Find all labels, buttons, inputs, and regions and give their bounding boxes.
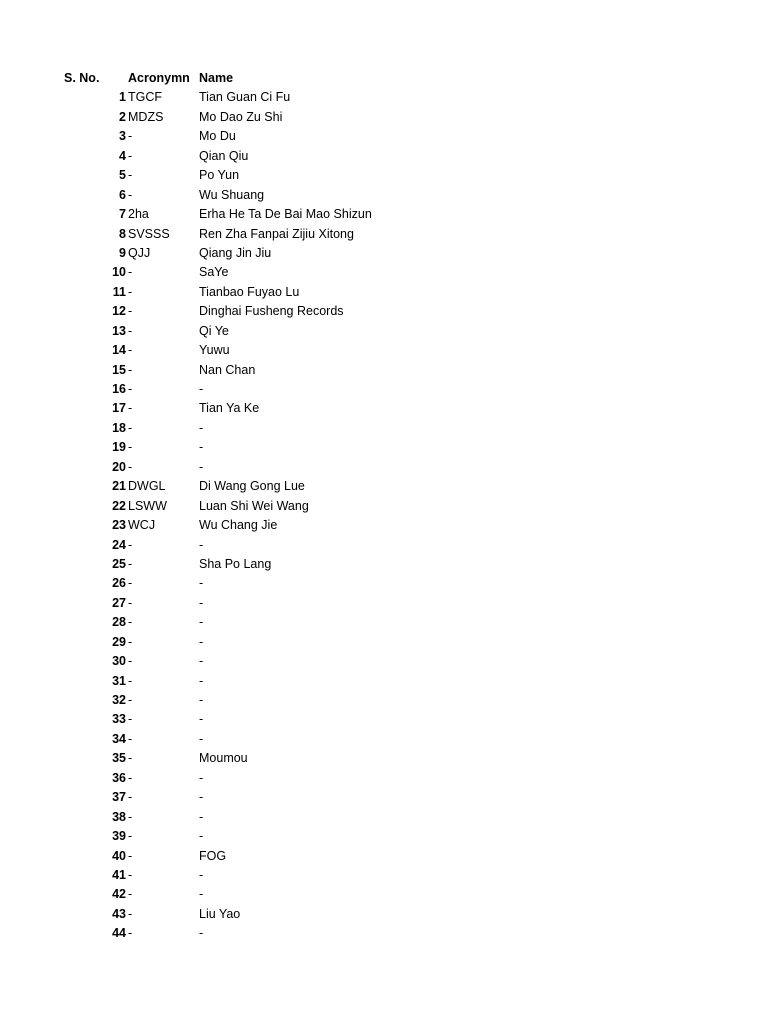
table-row xyxy=(0,322,768,341)
acronym-cell: - xyxy=(128,362,133,377)
name-cell: - xyxy=(199,382,204,396)
sno-cell: 38 xyxy=(112,809,126,824)
table-row xyxy=(0,244,768,263)
acronym-cell: - xyxy=(128,556,133,571)
sno-cell: 14 xyxy=(112,343,126,358)
acronym-cell: - xyxy=(128,187,133,202)
sno-cell: 23 xyxy=(112,518,126,533)
sno-cell: 26 xyxy=(112,576,126,591)
table-row xyxy=(0,574,768,593)
table-row xyxy=(0,788,768,807)
sno-cell: 17 xyxy=(112,401,126,416)
sno-cell: 5 xyxy=(119,168,126,183)
acronym-cell: - xyxy=(128,576,133,591)
sno-cell: 44 xyxy=(112,926,126,941)
table-row xyxy=(0,438,768,457)
acronym-cell: LSWW xyxy=(128,498,167,513)
acronym-cell: - xyxy=(128,265,133,280)
acronym-cell: - xyxy=(128,168,133,183)
acronym-cell: - xyxy=(128,654,133,669)
acronym-cell: - xyxy=(128,770,133,785)
table-row xyxy=(0,808,768,827)
sno-cell: 8 xyxy=(119,226,126,241)
sno-cell: 25 xyxy=(112,556,126,571)
table-row xyxy=(0,458,768,477)
name-cell: Qian Qiu xyxy=(199,148,249,163)
sno-cell: 39 xyxy=(112,829,126,844)
acronym-cell: - xyxy=(128,304,133,319)
table-row xyxy=(0,477,768,496)
name-cell: Liu Yao xyxy=(199,906,241,921)
acronym-cell: - xyxy=(128,790,133,805)
acronym-cell: - xyxy=(128,848,133,863)
sno-cell: 33 xyxy=(112,712,126,727)
acronym-cell: - xyxy=(128,284,133,299)
table-row xyxy=(0,652,768,671)
sno-cell: 35 xyxy=(112,751,126,766)
name-cell: Erha He Ta De Bai Mao Shizun xyxy=(199,207,372,222)
table-row xyxy=(0,399,768,418)
table-row xyxy=(0,497,768,516)
acronym-cell: TGCF xyxy=(128,90,163,105)
sno-cell: 19 xyxy=(112,440,126,455)
name-cell: - xyxy=(199,654,204,669)
table-row xyxy=(0,166,768,185)
header-acronym: Acronymn xyxy=(128,71,190,85)
acronym-cell: SVSSS xyxy=(128,226,170,241)
table-row xyxy=(0,380,768,399)
acronym-cell: - xyxy=(128,615,133,630)
name-cell: Qi Ye xyxy=(199,323,229,338)
name-cell: - xyxy=(199,595,204,610)
name-cell: - xyxy=(199,420,204,435)
table-row xyxy=(0,691,768,710)
sno-cell: 7 xyxy=(119,207,126,222)
name-cell: - xyxy=(199,809,204,824)
name-cell: Po Yun xyxy=(199,168,240,183)
acronym-cell: - xyxy=(128,926,133,941)
name-cell: Dinghai Fusheng Records xyxy=(199,304,344,319)
name-cell: - xyxy=(199,887,204,902)
acronym-cell: - xyxy=(128,906,133,921)
acronym-cell: - xyxy=(128,693,133,707)
sno-cell: 12 xyxy=(112,304,126,319)
acronym-cell: - xyxy=(128,712,133,727)
name-cell: - xyxy=(199,693,204,707)
sno-cell: 43 xyxy=(112,906,126,921)
sno-cell: 24 xyxy=(112,537,126,552)
table-row xyxy=(0,905,768,924)
name-cell: Luan Shi Wei Wang xyxy=(199,498,309,513)
table-row xyxy=(0,847,768,866)
table-row xyxy=(0,302,768,321)
sno-cell: 29 xyxy=(112,634,126,649)
acronym-cell: - xyxy=(128,809,133,824)
acronym-cell: - xyxy=(128,673,133,688)
sno-cell: 10 xyxy=(112,265,126,280)
name-cell: - xyxy=(199,770,204,785)
name-cell: Nan Chan xyxy=(199,362,256,377)
table-row xyxy=(0,769,768,788)
table-row xyxy=(0,516,768,535)
sno-cell: 32 xyxy=(112,693,126,707)
sno-cell: 20 xyxy=(112,459,126,474)
table-row xyxy=(0,536,768,555)
table-row xyxy=(0,361,768,380)
acronym-cell: - xyxy=(128,323,133,338)
name-cell: - xyxy=(199,829,204,844)
acronym-cell: - xyxy=(128,731,133,746)
table-row xyxy=(0,108,768,127)
name-cell: Qiang Jin Jiu xyxy=(199,245,272,260)
name-cell: Wu Chang Jie xyxy=(199,518,278,533)
table-row xyxy=(0,710,768,729)
table-row xyxy=(0,594,768,613)
name-cell: - xyxy=(199,926,204,941)
acronym-cell: - xyxy=(128,595,133,610)
sno-cell: 6 xyxy=(119,187,126,202)
table-row xyxy=(0,885,768,904)
name-cell: - xyxy=(199,673,204,688)
acronym-cell: - xyxy=(128,401,133,416)
name-cell: - xyxy=(199,712,204,727)
sno-cell: 1 xyxy=(119,90,126,105)
acronym-cell: - xyxy=(128,382,133,396)
sno-cell: 18 xyxy=(112,420,126,435)
sno-cell: 16 xyxy=(112,382,126,396)
acronym-cell: - xyxy=(128,537,133,552)
spreadsheet-table xyxy=(0,69,768,944)
sno-cell: 27 xyxy=(112,595,126,610)
table-row xyxy=(0,749,768,768)
acronym-cell: - xyxy=(128,459,133,474)
name-cell: Wu Shuang xyxy=(199,187,265,202)
name-cell: - xyxy=(199,790,204,805)
acronym-cell: WCJ xyxy=(128,518,156,533)
table-row xyxy=(0,225,768,244)
acronym-cell: DWGL xyxy=(128,479,166,494)
acronym-cell: - xyxy=(128,343,133,358)
table-row xyxy=(0,263,768,282)
acronym-cell: - xyxy=(128,634,133,649)
table-row xyxy=(0,88,768,107)
name-cell: Tian Guan Ci Fu xyxy=(199,90,291,105)
table-row xyxy=(0,866,768,885)
sno-cell: 41 xyxy=(112,867,126,882)
sno-cell: 34 xyxy=(112,731,126,746)
sno-cell: 2 xyxy=(119,109,126,124)
sno-cell: 13 xyxy=(112,323,126,338)
sno-cell: 22 xyxy=(112,498,126,513)
acronym-cell: QJJ xyxy=(128,245,151,260)
sno-cell: 28 xyxy=(112,615,126,630)
acronym-cell: - xyxy=(128,129,133,144)
table-row xyxy=(0,147,768,166)
sno-cell: 42 xyxy=(112,887,126,902)
table-row xyxy=(0,555,768,574)
table-row xyxy=(0,283,768,302)
sno-cell: 3 xyxy=(119,129,126,144)
table-row xyxy=(0,672,768,691)
name-cell: Yuwu xyxy=(199,343,230,358)
acronym-cell: - xyxy=(128,440,133,455)
name-cell: SaYe xyxy=(199,265,229,280)
acronym-cell: - xyxy=(128,751,133,766)
name-cell: Moumou xyxy=(199,751,248,766)
name-cell: Sha Po Lang xyxy=(199,556,272,571)
sno-cell: 21 xyxy=(112,479,126,494)
sno-cell: 11 xyxy=(112,284,126,299)
acronym-cell: MDZS xyxy=(128,109,164,124)
acronym-cell: - xyxy=(128,420,133,435)
sno-cell: 9 xyxy=(119,245,126,260)
table-row xyxy=(0,633,768,652)
acronym-cell: - xyxy=(128,829,133,844)
sno-cell: 15 xyxy=(112,362,126,377)
sno-cell: 36 xyxy=(112,770,126,785)
table-row xyxy=(0,730,768,749)
name-cell: - xyxy=(199,867,204,882)
table-body xyxy=(0,88,768,943)
acronym-cell: - xyxy=(128,867,133,882)
table-row xyxy=(0,341,768,360)
table-row xyxy=(0,924,768,943)
table-row xyxy=(0,419,768,438)
table-row xyxy=(0,186,768,205)
sno-cell: 31 xyxy=(112,673,126,688)
name-cell: FOG xyxy=(199,848,227,863)
table-row xyxy=(0,127,768,146)
header-row xyxy=(0,69,768,88)
name-cell: Di Wang Gong Lue xyxy=(199,479,305,494)
sno-cell: 30 xyxy=(112,654,126,669)
name-cell: Mo Du xyxy=(199,129,236,144)
name-cell: - xyxy=(199,440,204,455)
header-name: Name xyxy=(199,71,234,85)
name-cell: - xyxy=(199,537,204,552)
name-cell: Tianbao Fuyao Lu xyxy=(199,284,300,299)
header-sno: S. No. xyxy=(64,71,100,85)
table-row xyxy=(0,205,768,224)
name-cell: - xyxy=(199,615,204,630)
acronym-cell: - xyxy=(128,887,133,902)
name-cell: Mo Dao Zu Shi xyxy=(199,109,283,124)
table-row xyxy=(0,827,768,846)
name-cell: - xyxy=(199,634,204,649)
name-cell: Tian Ya Ke xyxy=(199,401,260,416)
sno-cell: 40 xyxy=(112,848,126,863)
name-cell: - xyxy=(199,576,204,591)
name-cell: - xyxy=(199,731,204,746)
acronym-cell: - xyxy=(128,148,133,163)
sno-cell: 37 xyxy=(112,790,126,805)
table-row xyxy=(0,613,768,632)
name-cell: Ren Zha Fanpai Zijiu Xitong xyxy=(199,226,354,241)
acronym-cell: 2ha xyxy=(128,207,149,222)
name-cell: - xyxy=(199,459,204,474)
sno-cell: 4 xyxy=(119,148,126,163)
